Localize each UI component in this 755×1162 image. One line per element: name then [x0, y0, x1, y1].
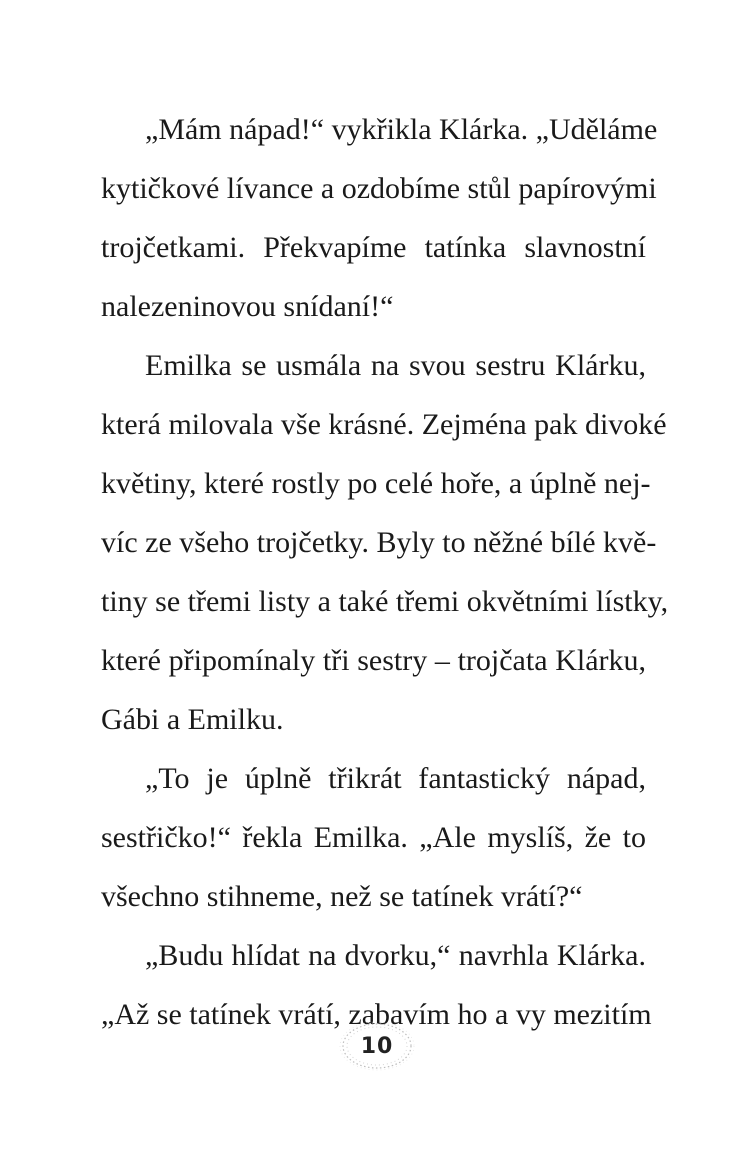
page-number-badge [335, 1016, 419, 1076]
text-line: trojčetkami. Překvapíme tatínka slavnostní [101, 231, 646, 264]
text-line: která milovala vše krásné. Zejména pak divoké [101, 408, 667, 441]
page-body-text [101, 100, 669, 1044]
text-line: „Mám nápad!“ vykřikla Klárka. „Uděláme [145, 113, 658, 146]
text-line: tiny se třemi listy a také třemi okvětními lístky, [101, 585, 669, 618]
text-line: „Budu hlídat na dvorku,“ navrhla Klárka. [145, 939, 646, 972]
text-line: kytičkové lívance a ozdobíme stůl papírovými [101, 172, 657, 205]
text-line: sestřičko!“ řekla Emilka. „Ale myslíš, že to [101, 821, 646, 854]
page-number: 10 [360, 1033, 394, 1059]
text-line: květiny, které rostly po celé hoře, a úplně nej- [101, 467, 651, 500]
text-line: všechno stihneme, než se tatínek vrátí?“ [101, 880, 583, 913]
text-line: „Až se tatínek vrátí, zabavím ho a vy mezitím [101, 998, 652, 1031]
text-line: které připomínaly tři sestry – trojčata Klárku, [101, 644, 646, 677]
text-line: nalezeninovou snídaní!“ [101, 290, 394, 323]
text-line: víc ze všeho trojčetky. Byly to něžné bílé kvě- [101, 526, 657, 559]
text-line: Emilka se usmála na svou sestru Klárku, [145, 349, 646, 382]
text-line: „To je úplně třikrát fantastický nápad, [145, 762, 646, 795]
text-line: Gábi a Emilku. [101, 703, 284, 736]
